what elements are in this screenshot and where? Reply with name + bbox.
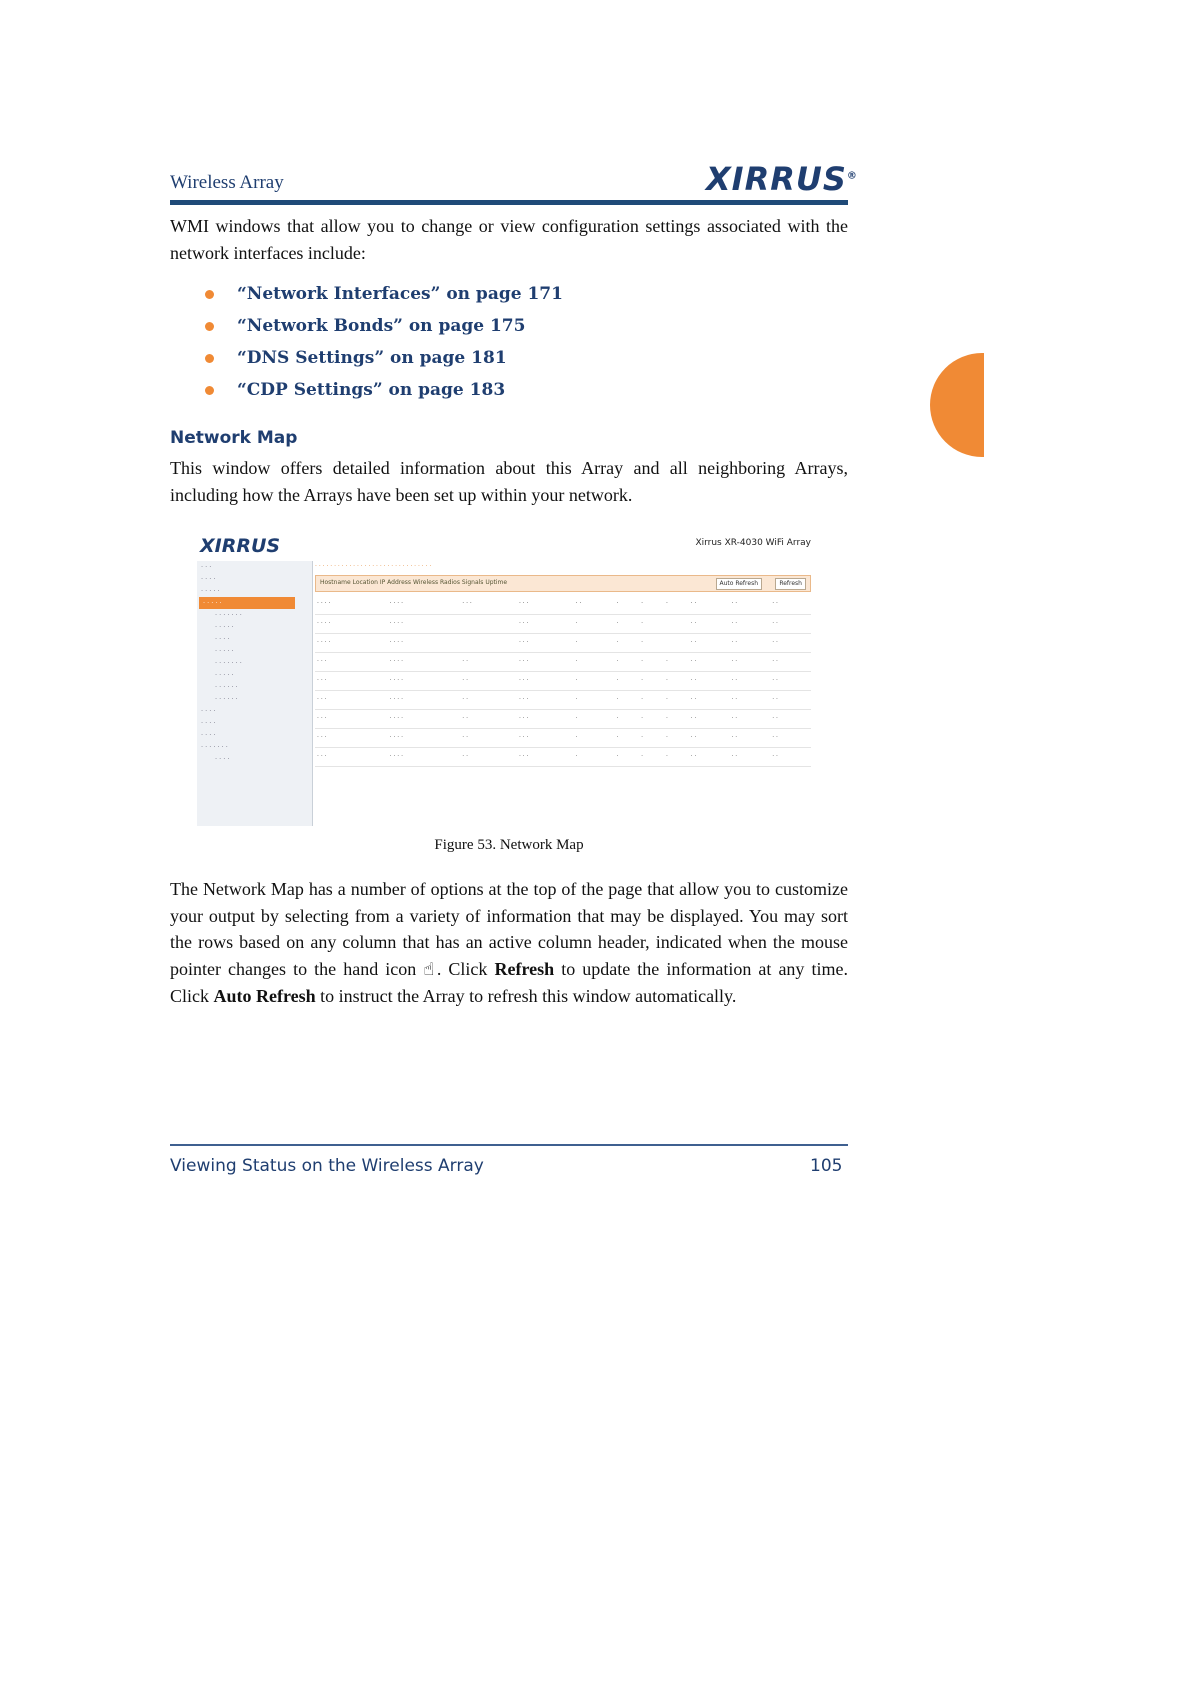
screenshot-product-name: Xirrus XR-4030 WiFi Array bbox=[695, 538, 811, 548]
table-row: · · · · · · · · · · · · · · · · · · · · · · bbox=[315, 709, 811, 728]
bullet-icon bbox=[205, 322, 214, 331]
table-row: · · · · · · · · · · · · · · · · · · · · · · bbox=[315, 747, 811, 766]
sidebar-row: · · · · bbox=[215, 755, 230, 763]
screenshot-logo: XIRRUS bbox=[200, 535, 281, 557]
link-label: “CDP Settings” on page 183 bbox=[237, 380, 506, 400]
intro-paragraph: WMI windows that allow you to change or view configuration settings associated with the network interfaces include: bbox=[170, 216, 848, 263]
brand-logo-text: XIRRUS bbox=[706, 160, 847, 198]
link-network-interfaces[interactable] bbox=[205, 278, 563, 310]
hand-icon: ☝ bbox=[423, 958, 437, 980]
page-number: 105 bbox=[810, 1156, 843, 1176]
section-heading: Network Map bbox=[170, 428, 298, 448]
link-cdp-settings[interactable] bbox=[205, 374, 563, 406]
sidebar-row: · · · · bbox=[215, 635, 230, 643]
link-label: “Network Interfaces” on page 171 bbox=[237, 284, 563, 304]
sidebar-row: · · · · · bbox=[201, 587, 220, 595]
sidebar-row: · · · · bbox=[201, 719, 216, 727]
sidebar-row: · · · · · bbox=[215, 623, 234, 631]
refresh-term: Refresh bbox=[494, 958, 555, 979]
sidebar-row: · · · · · · bbox=[215, 695, 238, 703]
sidebar-row: · · · · · bbox=[215, 647, 234, 655]
page-header-title: Wireless Array bbox=[170, 172, 284, 193]
section-paragraph: This window offers detailed information about this Array and all neighboring Arrays, including how the Arrays have been set up within your network. bbox=[170, 458, 848, 505]
link-dns-settings[interactable] bbox=[205, 342, 563, 374]
bullet-icon bbox=[205, 354, 214, 363]
sidebar-row: · · · · · bbox=[215, 671, 234, 679]
table-header-row: · · · · · · · · · · · · · · · · · · · · · · · · · bbox=[315, 594, 811, 614]
link-list bbox=[205, 278, 563, 406]
body-text: The Network Map has a number of options at the top of the page that allow you to customize your output by selecting from a variety of information that may be displayed. You may sort the rows based on any column that has an active column header, indicated when the mouse pointer changes to the hand icon bbox=[170, 879, 848, 979]
side-tab bbox=[930, 353, 984, 457]
header-rule bbox=[170, 200, 848, 205]
screenshot-infobar: · · · · · · · · · · · · · · · · · · · · · · · · · · · · · · · bbox=[315, 563, 432, 570]
sidebar-row: · · · · · · bbox=[215, 683, 238, 691]
footer-title: Viewing Status on the Wireless Array bbox=[170, 1156, 484, 1176]
table-row: · · · · · · · · · · · · · · · · · · · · · · bbox=[315, 671, 811, 690]
screenshot-sidebar bbox=[197, 561, 313, 826]
sidebar-row: · · · · · · · bbox=[215, 611, 242, 619]
sidebar-row: · · · bbox=[201, 563, 212, 571]
network-map-screenshot bbox=[197, 528, 811, 826]
toolbar-options: Hostname Location IP Address Wireless Radios Signals Uptime bbox=[320, 579, 508, 586]
body-text: to instruct the Array to refresh this window automatically. bbox=[315, 986, 737, 1006]
sidebar-row: · · · · bbox=[201, 575, 216, 583]
table-row: · · · · · · · · · · · · · · · · · · · · bbox=[315, 614, 811, 633]
sidebar-row: · · · · · · · bbox=[215, 659, 242, 667]
link-network-bonds[interactable] bbox=[205, 310, 563, 342]
body-text: . Click bbox=[436, 958, 495, 979]
brand-logo-mark: ® bbox=[846, 170, 858, 182]
sidebar-row: · · · · · · · bbox=[201, 743, 228, 751]
link-label: “Network Bonds” on page 175 bbox=[237, 316, 526, 336]
table-row: · · · · · · · · · · · · · · · · · · · · · · bbox=[315, 690, 811, 709]
sidebar-row: · · · · bbox=[201, 707, 216, 715]
sidebar-row-active: · · · · · bbox=[199, 597, 295, 609]
auto-refresh-term: Auto Refresh bbox=[213, 986, 316, 1006]
table-row: · · · · · · · · · · · · · · · · · · · · bbox=[315, 633, 811, 652]
footer-rule bbox=[170, 1144, 848, 1146]
sidebar-row: · · · · bbox=[201, 731, 216, 739]
bullet-icon bbox=[205, 290, 214, 299]
table-row: · · · · · · · · · · · · · · · · · · · · · · bbox=[315, 652, 811, 671]
body-text: to update the information at any time. Click bbox=[170, 958, 848, 1006]
figure-caption: Figure 53. Network Map bbox=[434, 837, 584, 853]
screenshot-toolbar bbox=[315, 575, 811, 592]
bullet-icon bbox=[205, 386, 214, 395]
network-map-table bbox=[315, 594, 811, 767]
auto-refresh-button: Auto Refresh bbox=[716, 578, 763, 590]
table-row: · · · · · · · · · · · · · · · · · · · · · · bbox=[315, 728, 811, 747]
link-label: “DNS Settings” on page 181 bbox=[237, 348, 507, 368]
refresh-button: Refresh bbox=[775, 578, 806, 590]
body-paragraph bbox=[170, 876, 848, 1010]
brand-logo bbox=[706, 160, 858, 198]
